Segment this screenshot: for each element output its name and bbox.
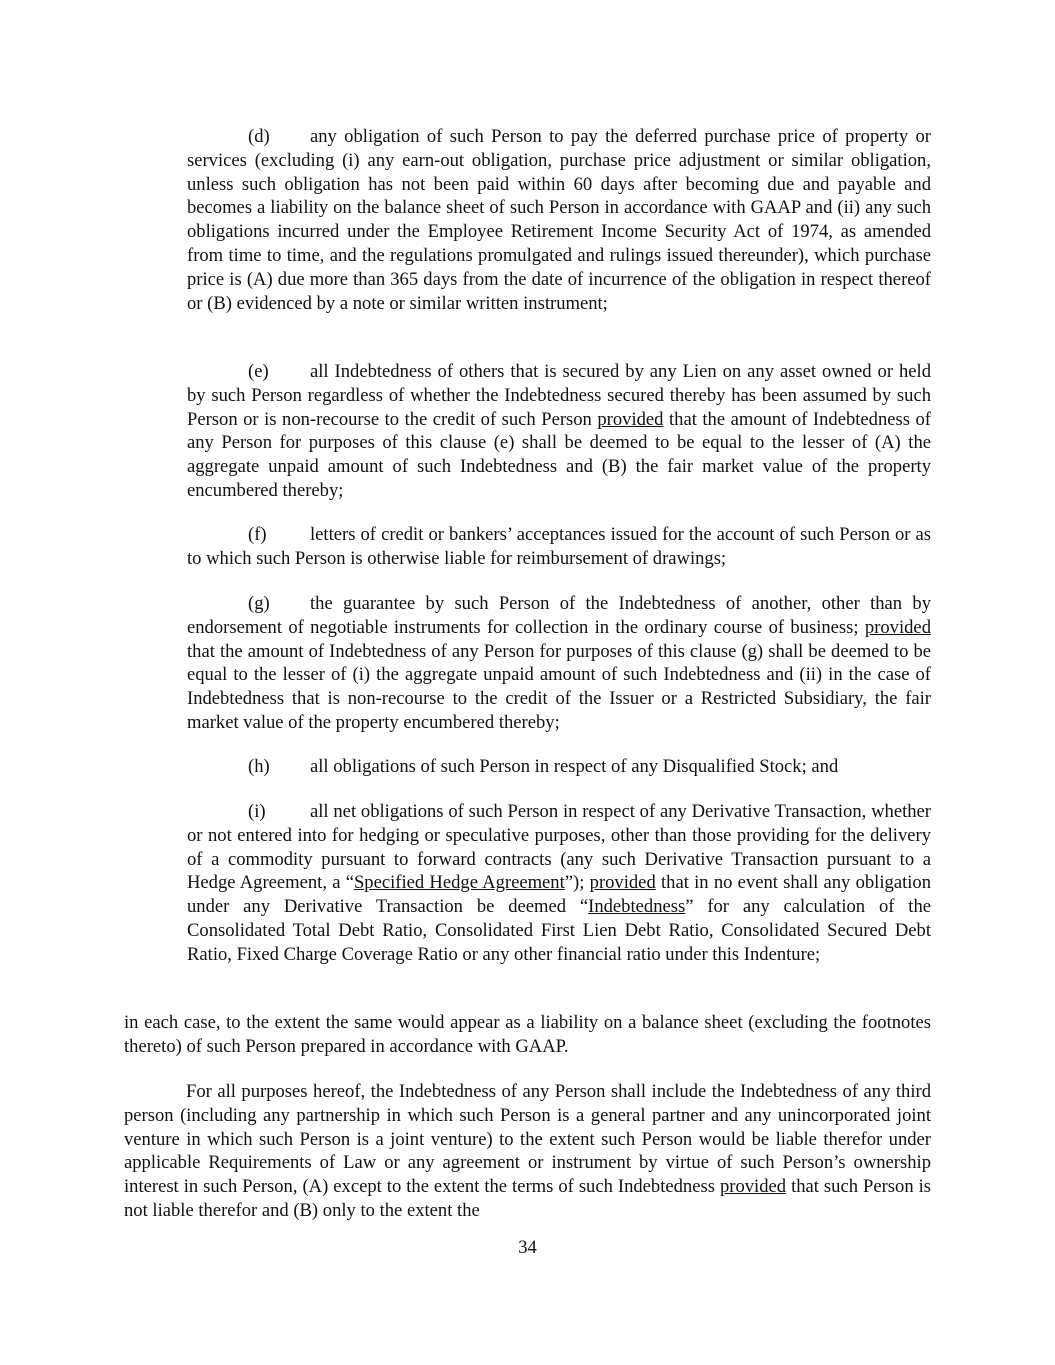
clause-text: letters of credit or bankers’ acceptances issued for the account of such Person or as to which such Person is otherwise liable for reimbursement of drawings;	[187, 524, 931, 569]
clause-label: (e)	[248, 361, 269, 382]
clause-text: that the amount of Indebtedness of any Person for purposes of this clause (g) shall be deemed to be equal to the lesser of (i) the aggregate unpaid amount of such Indebtedness and (ii) in the case of Indebtedness that is non-recourse to the credit of the Issuer or a Restricted Subsidiary, the fair market value of the property encumbered thereby;	[187, 640, 931, 733]
paragraph-text: For all purposes hereof, the Indebtedness of any Person shall include the Indebtedness of any third person (including any partnership in which such Person is a general partner and any unincorporated joint venture in which such Person is a joint venture) to the extent such Person would be liable therefor under applicable Requirements of Law or any agreement or instrument by virtue of such Person’s ownership interest in such Person, (A) except to the extent the terms of such Indebtedness	[124, 1081, 931, 1198]
provided-term: provided	[719, 1176, 787, 1198]
clause-label: (g)	[248, 593, 270, 614]
paragraph-text: that such Person is not liable therefor and (B) only to the extent the	[124, 1176, 931, 1221]
clause-text: all net obligations of such Person in respect of any Derivative Transaction, whether or not entered into for hedging or speculative purposes, other than those providing for the delivery of a commodity pursuant to forward contracts (any such Derivative Transaction pursuant to a Hedge Agreement, a “	[187, 801, 931, 894]
clause-f	[187, 523, 931, 571]
provided-term: provided	[864, 616, 931, 638]
clause-text: the guarantee by such Person of the Indebtedness of another, other than by endorsement of negotiable instruments for collection in the ordinary course of business;	[187, 593, 931, 638]
provided-term: provided	[589, 872, 656, 894]
clause-h	[187, 755, 931, 779]
clause-text: that the amount of Indebtedness of any Person for purposes of this clause (e) shall be deemed to be equal to the lesser of (A) the aggregate unpaid amount of such Indebtedness and (B) the fair market value of the property encumbered thereby;	[187, 408, 931, 501]
clause-text: all obligations of such Person in respect of any Disqualified Stock; and	[310, 756, 839, 777]
defined-term: Specified Hedge Agreement	[353, 872, 565, 894]
clause-e	[187, 360, 931, 503]
clause-g	[187, 592, 931, 735]
page-number: 34	[518, 1237, 537, 1258]
clause-text: all Indebtedness of others that is secured by any Lien on any asset owned or held by such Person regardless of whether the Indebtedness secured thereby has been assumed by such Person or is non-recourse to the credit of such Person	[187, 361, 931, 430]
clause-label: (f)	[248, 524, 267, 545]
clause-label: (h)	[248, 756, 270, 777]
final-paragraph	[124, 1080, 931, 1223]
clause-text: any obligation of such Person to pay the deferred purchase price of property or services (excluding (i) any earn-out obligation, purchase price adjustment or similar obligation, unless such obligation has not been paid within 60 days after becoming due and payable and becomes a liability on the balance sheet of such Person in accordance with GAAP and (ii) any such obligations incurred under the Employee Retirement Income Security Act of 1974, as amended from time to time, and the regulations promulgated and rulings issued thereunder), which purchase price is (A) due more than 365 days from the date of incurrence of the obligation in respect thereof or (B) evidenced by a note or similar written instrument;	[187, 126, 931, 314]
clause-i	[187, 800, 931, 967]
defined-term: Indebtedness	[588, 896, 686, 918]
clause-label: (d)	[248, 126, 270, 147]
clause-text: ”);	[564, 872, 585, 894]
clause-text: ” for any calculation of the Consolidated Total Debt Ratio, Consolidated First Lien Debt Ratio, Consolidated Secured Debt Ratio, Fixed Charge Coverage Ratio or any other financial ratio under this Indenture;	[187, 896, 932, 965]
clause-label: (i)	[248, 801, 266, 822]
clause-text: that in no event shall any obligation under any Derivative Transaction be deemed “	[187, 872, 931, 918]
trailing-paragraph: in each case, to the extent the same would appear as a liability on a balance sheet (excluding the footnotes thereto) of such Person prepared in accordance with GAAP.	[124, 1012, 931, 1057]
clause-d	[187, 125, 931, 315]
provided-term: provided	[597, 408, 664, 430]
